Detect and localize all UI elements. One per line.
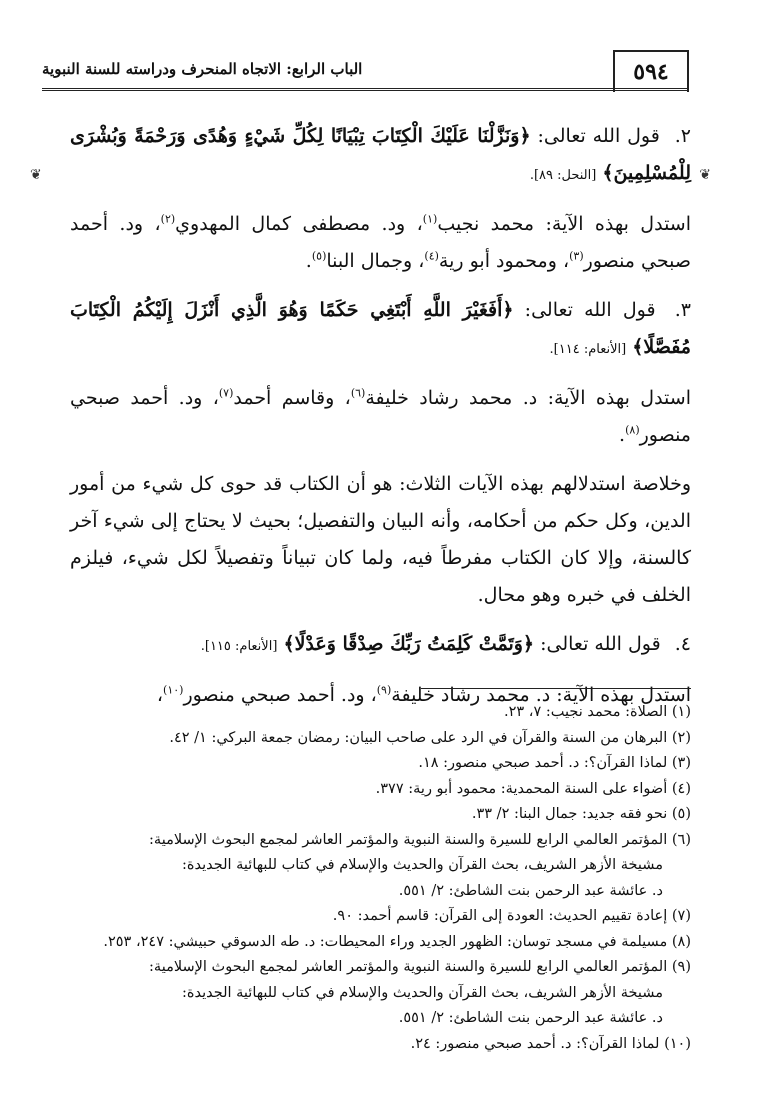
footnote-marker[interactable]: (٦) [350, 386, 366, 400]
footnote-text: البرهان من السنة والقرآن في الرد على صاحب البيان: رمضان جمعة البركي: ١/ ٤٢. [169, 729, 668, 746]
footnote-text: د. عائشة عبد الرحمن بنت الشاطئ: ٢/ ٥٥١. [398, 882, 663, 899]
text: استدل بهذه الآية: د. محمد رشاد خليفة [391, 684, 691, 706]
footnote-item [70, 802, 691, 828]
footnote-item [70, 930, 691, 956]
footnote-number: (٨) [671, 933, 691, 950]
citation-paragraph [70, 206, 691, 280]
text: ، ود. أحمد صبحي منصور [183, 684, 377, 706]
page-header [42, 50, 689, 102]
footnote-marker[interactable]: (٧) [218, 386, 234, 400]
footnote-marker[interactable]: (١٠) [163, 683, 184, 697]
footnote-number: (٧) [671, 908, 691, 924]
quran-verse: ﴿أَفَغَيْرَ اللَّهِ أَبْتَغِي حَكَمًا وَهُوَ الَّذِي أَنْزَلَ إِلَيْكُمُ الْكِتَابَ مُفَصَّلًا﴾ [70, 299, 691, 358]
footnote-item [70, 700, 691, 726]
footnote-text: مشيخة الأزهر الشريف، بحث القرآن والحديث والإسلام في كتاب للبهائية الجديدة: [181, 984, 663, 1001]
verse-reference: [الأنعام: ١١٥]. [200, 639, 278, 654]
footnote-text: مشيخة الأزهر الشريف، بحث القرآن والحديث والإسلام في كتاب للبهائية الجديدة: [181, 857, 663, 873]
ornament-icon: ❦ [30, 167, 42, 183]
footnote-number: (٣) [671, 755, 691, 771]
main-text [70, 118, 691, 726]
text: استدل بهذه الآية: محمد نجيب [437, 213, 692, 235]
item-number: ٢. [674, 125, 691, 147]
footnote-marker[interactable]: (٢) [160, 212, 176, 226]
footnote-item [70, 1032, 691, 1058]
citation-paragraph [70, 380, 691, 454]
ornament-icon: ❦ [699, 167, 711, 183]
footnote-text: المؤتمر العالمي الرابع للسيرة والسنة النبوية والمؤتمر العاشر لمجمع البحوث الإسلامية: [149, 959, 668, 975]
text: ، وقاسم أحمد [233, 387, 351, 409]
footnote-text: نحو فقه جديد: جمال البنا: ٢/ ٣٣. [471, 806, 668, 822]
text: ، ود. أحمد صبحي منصور [70, 387, 691, 446]
footnote-number: (٢) [671, 729, 691, 746]
footnote-number: (٤) [671, 780, 691, 797]
quran-verse: ﴿وَنَزَّلْنَا عَلَيْكَ الْكِتَابَ تِبْيَانًا لِكُلِّ شَيْءٍ وَهُدًى وَرَحْمَةً وَبُشْرَى لِلْمُسْلِمِينَ﴾ [70, 125, 691, 184]
text: ، ود. مصطفى كمال المهدوي [175, 213, 423, 235]
footnote-item [70, 751, 691, 777]
footnote-number: (٦) [671, 831, 691, 848]
text: . [305, 250, 312, 272]
footnote-item [70, 777, 691, 803]
footnote-text: لماذا القرآن؟: د. أحمد صبحي منصور: ٢٤. [410, 1035, 660, 1052]
footnotes [70, 700, 691, 1057]
footnote-number: (٥) [671, 806, 691, 822]
footnote-marker[interactable]: (٥) [311, 249, 327, 263]
text: استدل بهذه الآية: د. محمد رشاد خليفة [365, 387, 691, 409]
footnote-text: المؤتمر العالمي الرابع للسيرة والسنة النبوية والمؤتمر العاشر لمجمع البحوث الإسلامية: [149, 831, 668, 848]
footnote-number: (١) [671, 704, 691, 720]
page-number: ٥٩٤ [613, 50, 689, 92]
item-intro: قول الله تعالى: [513, 299, 656, 321]
footnote-text: مسيلمة في مسجد توسان: الظهور الجديد وراء المحيطات: د. طه الدسوقي حبيشي: ٢٤٧، ٢٥٣. [103, 933, 668, 950]
footnote-item [70, 828, 691, 905]
verse-reference: [الأنعام: ١١٤]. [549, 342, 627, 357]
item-number: ٤. [674, 633, 691, 655]
item-number: ٣. [674, 299, 691, 321]
item-3 [70, 292, 691, 368]
verse-reference: [النحل: ٨٩]. [529, 168, 597, 183]
footnote-item [70, 904, 691, 930]
text: ، وجمال البنا [326, 250, 425, 272]
footnote-marker[interactable]: (٨) [625, 423, 640, 437]
running-title: الباب الرابع: الاتجاه المنحرف ودراسته للسنة النبوية [42, 60, 363, 78]
footnote-number: (١٠) [664, 1035, 691, 1052]
text: . [619, 424, 626, 446]
text: ، ومحمود أبو رية [438, 250, 570, 272]
footnote-marker[interactable]: (٤) [424, 249, 439, 263]
text: ، [156, 684, 164, 706]
footnote-text: إعادة تقييم الحديث: العودة إلى القرآن: قاسم أحمد: ٩٠. [332, 908, 668, 924]
footnote-number: (٩) [671, 959, 691, 975]
item-2 [70, 118, 691, 194]
item-intro: قول الله تعالى: [530, 125, 660, 147]
item-intro: قول الله تعالى: [534, 633, 661, 655]
footnote-marker[interactable]: (٩) [376, 683, 392, 697]
footnote-marker[interactable]: (٣) [569, 249, 584, 263]
footnote-item [70, 726, 691, 752]
summary-paragraph: وخلاصة استدلالهم بهذه الآيات الثلاث: هو أن الكتاب قد حوى كل شيء من أمور الدين، وكل حكم من أحكامه، وأنه البيان والتفصيل؛ بحيث لا يحتاج إلى شيء آخر كالسنة، وإلا كان الكتاب مفرطاً فيه، ولما كان تبياناً وتفصيلاً لكل شيء، فيلزم الخلف في خبره وهو محال. [70, 473, 691, 606]
footnote-text: لماذا القرآن؟: د. أحمد صبحي منصور: ١٨. [418, 755, 668, 771]
footnote-text: د. عائشة عبد الرحمن بنت الشاطئ: ٢/ ٥٥١. [398, 1010, 663, 1026]
footnote-marker[interactable]: (١) [422, 212, 438, 226]
quran-verse: ﴿وَتَمَّتْ كَلِمَتُ رَبِّكَ صِدْقًا وَعَدْلًا﴾ [283, 633, 535, 655]
footnote-item [70, 955, 691, 1032]
footnote-text: أضواء على السنة المحمدية: محمود أبو رية: ٣٧٧. [375, 780, 668, 797]
text: ، ود. أحمد صبحي منصور [70, 213, 691, 272]
item-4 [70, 626, 691, 665]
footnote-divider [421, 688, 691, 689]
footnote-text: الصلاة: محمد نجيب: ٧، ٢٣. [503, 704, 668, 720]
